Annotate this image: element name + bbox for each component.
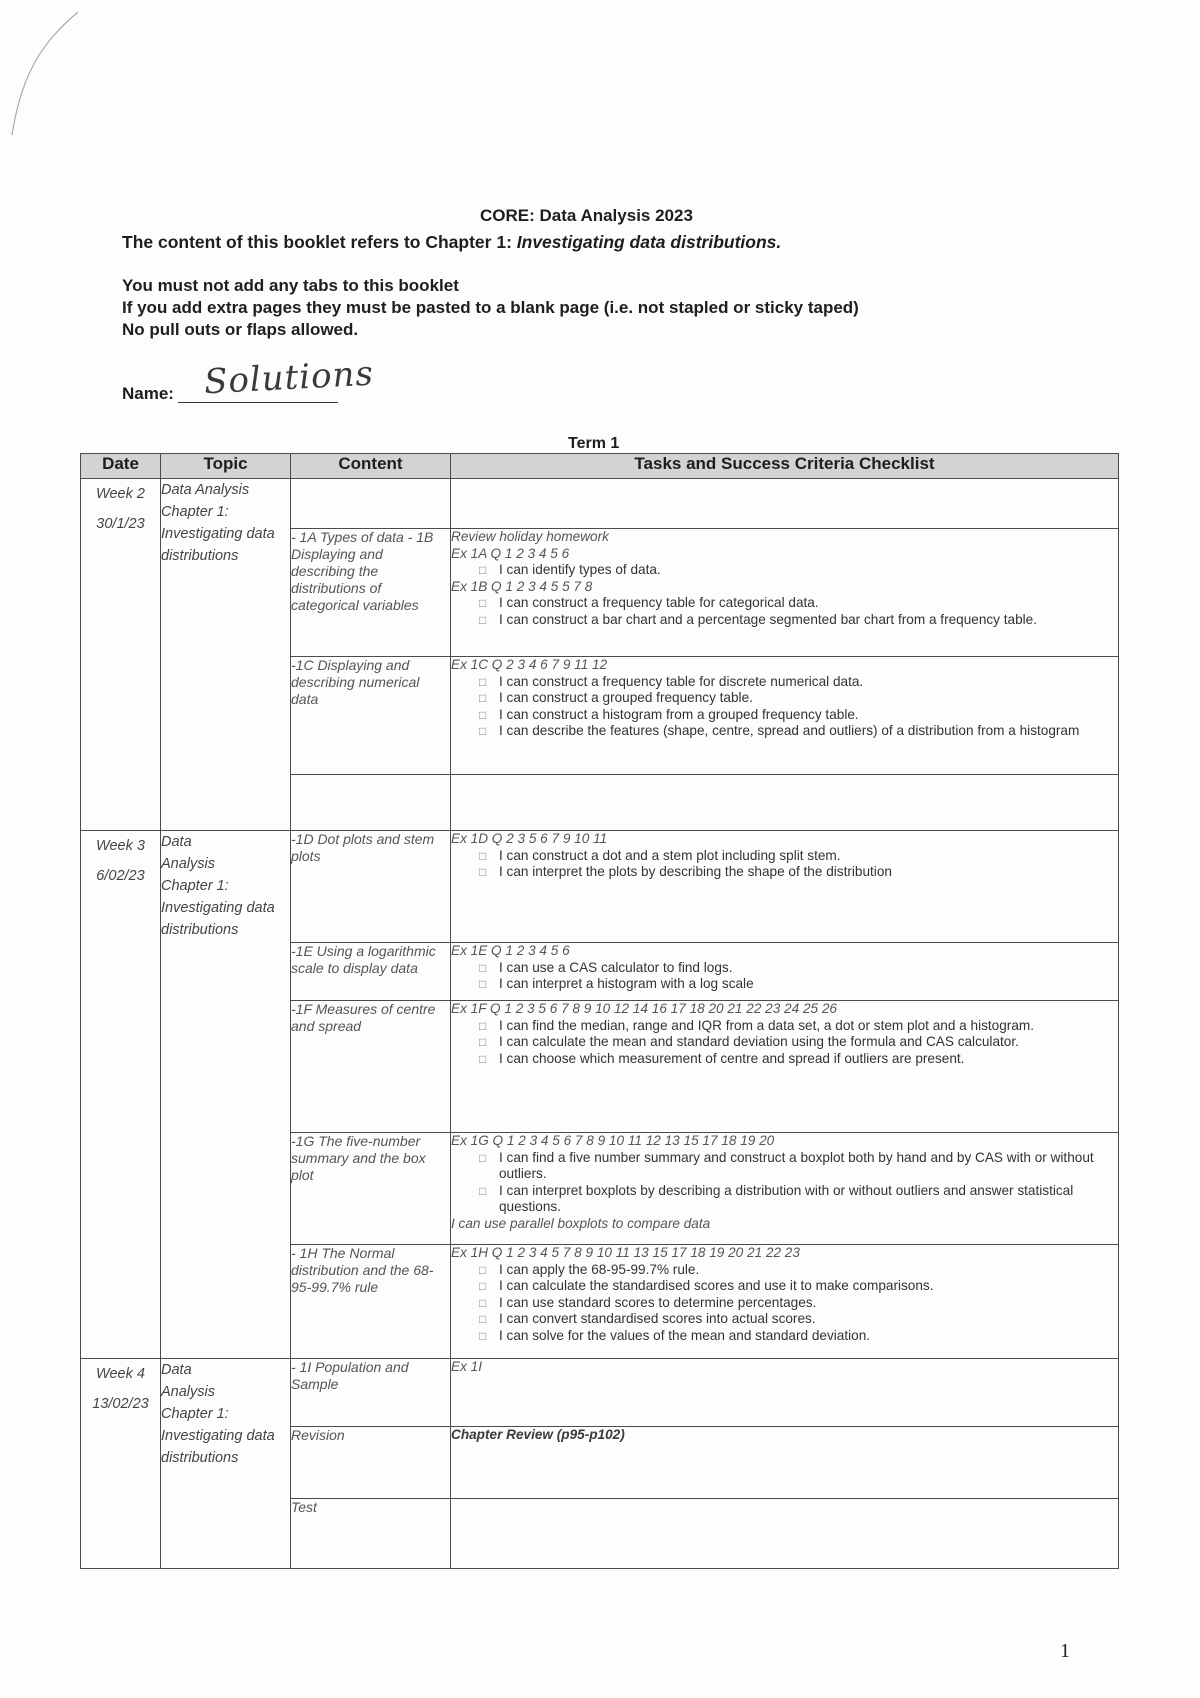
checkbox: □ [479, 1279, 487, 1293]
content-1a-1b: - 1A Types of data - 1B Displaying and describing the distributions of categorical variables [291, 529, 451, 657]
content-1i: - 1I Population and Sample [291, 1359, 451, 1427]
checkbox: □ [479, 563, 487, 577]
rule-no-tabs: You must not add any tabs to this booklet [122, 276, 459, 295]
term-heading: Term 1 [568, 435, 620, 452]
content-test: Test [291, 1499, 451, 1569]
checkbox: □ [479, 1183, 487, 1198]
tasks-1e: Ex 1E Q 1 2 3 4 5 6 □ I can use a CAS calculator to find logs. □ I can interpret a histogram with a log scale [451, 943, 1119, 1001]
checkbox: □ [479, 724, 487, 738]
empty-cell [291, 479, 451, 529]
week2-topic-cell: Data Analysis Chapter 1: Investigating data distributions [161, 479, 291, 831]
tasks-1i: Ex 1I [451, 1359, 1119, 1427]
name-label: Name: [122, 384, 174, 403]
empty-cell [451, 775, 1119, 831]
checkbox: □ [479, 1018, 487, 1033]
booklet-rules [122, 275, 859, 341]
checkbox: □ [479, 960, 487, 975]
rule-extra-pages: If you add extra pages they must be pasted to a blank page (i.e. not stapled or sticky taped) [122, 298, 859, 317]
content-1c: -1C Displaying and describing numerical data [291, 657, 451, 775]
tasks-1c: Ex 1C Q 2 3 4 6 7 9 11 12 □ I can construct a frequency table for discrete numerical data. □ I can construct a grouped frequency table. □ I can construct a histogram from a grouped frequency table. □ I can describe the features (shape, centre, spread and outliers) of a distribution from a histogram [451, 657, 1119, 775]
table-row [81, 1359, 1119, 1427]
week4-date-cell: Week 4 13/02/23 [81, 1359, 161, 1569]
col-content: Content [291, 454, 451, 479]
scan-edge-mark [0, 0, 90, 140]
checkbox: □ [479, 977, 487, 991]
checkbox: □ [479, 1262, 487, 1277]
week2-date-cell: Week 2 30/1/23 [81, 479, 161, 831]
checkbox: □ [479, 596, 487, 610]
rule-no-flaps: No pull outs or flaps allowed. [122, 320, 359, 339]
tasks-1f: Ex 1F Q 1 2 3 5 6 7 8 9 10 12 14 16 17 18 20 21 22 23 24 25 26 □ I can find the median, range and IQR from a data set, a dot or stem plot and a histogram. □ I can calculate the mean and standard deviation using the formula and CAS calculator. □ I can choose which measurement of centre and spread if outliers are present. [451, 1001, 1119, 1133]
checkbox: □ [479, 1328, 487, 1343]
table-header-row [81, 454, 1119, 479]
empty-cell [451, 1499, 1119, 1569]
col-tasks: Tasks and Success Criteria Checklist [451, 454, 1119, 479]
checkbox: □ [479, 865, 487, 879]
checkbox: □ [479, 848, 487, 863]
checkbox: □ [479, 674, 487, 689]
tasks-1d: Ex 1D Q 2 3 5 6 7 9 10 11 □ I can construct a dot and a stem plot including split stem. □ I can interpret the plots by describing the shape of the distribution [451, 831, 1119, 943]
col-topic: Topic [161, 454, 291, 479]
table-row [81, 479, 1119, 529]
checkbox: □ [479, 1295, 487, 1310]
checkbox: □ [479, 1035, 487, 1049]
tasks-1h: Ex 1H Q 1 2 3 4 5 7 8 9 10 11 13 15 17 18 19 20 21 22 23 □ I can apply the 68-95-99.7% rule. □ I can calculate the standardised scores and use it to make comparisons. □ I can use standard scores to determine percentages. □ I can convert standardised scores into actual scores. □ I can solve for the values of the mean and standard deviation. [451, 1245, 1119, 1359]
week3-topic-cell: Data Analysis Chapter 1: Investigating data distributions [161, 831, 291, 1359]
tasks-1g: Ex 1G Q 1 2 3 4 5 6 7 8 9 10 11 12 13 15 17 18 19 20 □ I can find a five number summary and construct a boxplot both by hand and by CAS with or without outliers. □ I can interpret boxplots by describing a distribution with or without outliers and answer statistical questions. I can use parallel boxplots to compare data [451, 1133, 1119, 1245]
tasks-1a-1b: Review holiday homework Ex 1A Q 1 2 3 4 5 6 □ I can identify types of data. Ex 1B Q 1 2 3 4 5 5 7 8 □ I can construct a frequency table for categorical data. □ I can construct a bar chart and a percentage segmented bar chart from a frequency table. [451, 529, 1119, 657]
checkbox: □ [479, 691, 487, 705]
page-number: 1 [1060, 1640, 1070, 1662]
content-1d: -1D Dot plots and stem plots [291, 831, 451, 943]
content-revision: Revision [291, 1427, 451, 1499]
planner-table [80, 453, 1119, 1569]
booklet-title: CORE: Data Analysis 2023 [480, 206, 693, 225]
checkbox: □ [479, 1051, 487, 1066]
content-1f: -1F Measures of centre and spread [291, 1001, 451, 1133]
week4-topic-cell: Data Analysis Chapter 1: Investigating data distributions [161, 1359, 291, 1569]
checkbox: □ [479, 1150, 487, 1165]
empty-cell [291, 775, 451, 831]
booklet-subtitle: The content of this booklet refers to Chapter 1: Investigating data distributions. [122, 232, 782, 252]
content-1h: - 1H The Normal distribution and the 68-95-99.7% rule [291, 1245, 451, 1359]
checkbox: □ [479, 612, 487, 627]
content-1e: -1E Using a logarithmic scale to display data [291, 943, 451, 1001]
name-line [178, 402, 338, 403]
checkbox: □ [479, 707, 487, 722]
tasks-revision: Chapter Review (p95-p102) [451, 1427, 1119, 1499]
empty-cell [451, 479, 1119, 529]
col-date: Date [81, 454, 161, 479]
content-1g: -1G The five-number summary and the box plot [291, 1133, 451, 1245]
name-handwritten: Solutions [203, 353, 375, 403]
table-row [81, 831, 1119, 943]
week3-date-cell: Week 3 6/02/23 [81, 831, 161, 1359]
checkbox: □ [479, 1312, 487, 1326]
